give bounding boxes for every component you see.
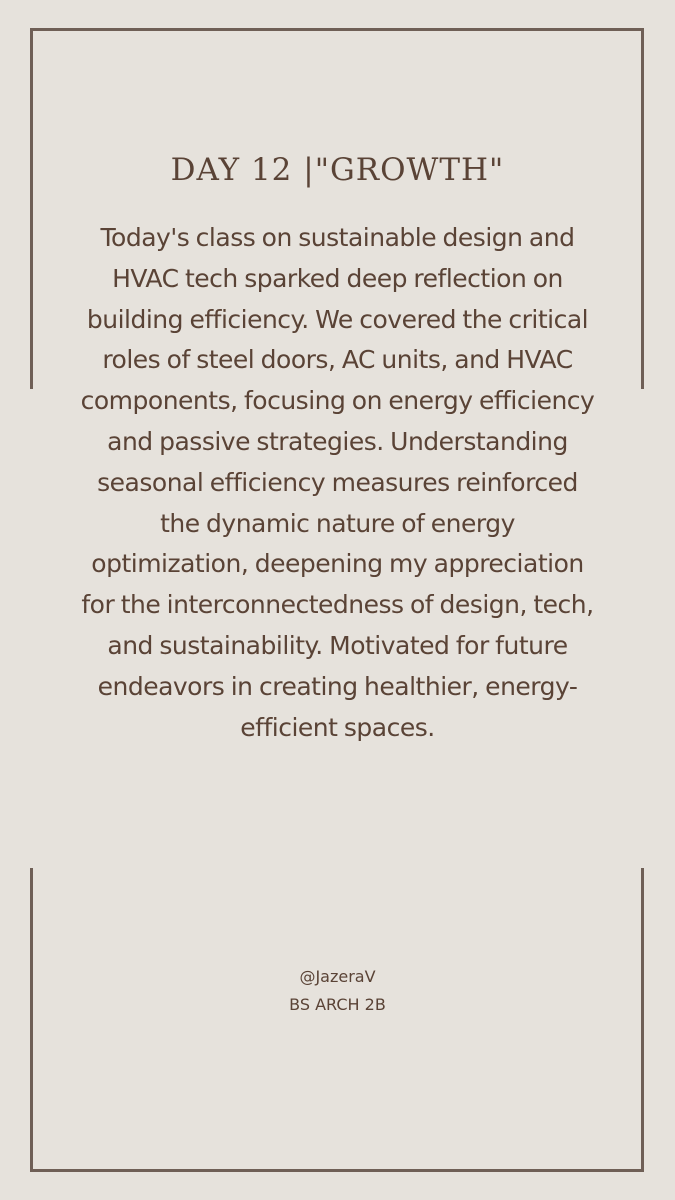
- frame-right-upper-border: [641, 28, 644, 389]
- frame-left-upper-border: [30, 28, 33, 389]
- frame-top-border: [30, 28, 644, 31]
- course-label: BS ARCH 2B: [289, 995, 386, 1014]
- frame-left-lower-border: [30, 868, 33, 1172]
- frame-bottom-border: [30, 1169, 644, 1172]
- frame-right-lower-border: [641, 868, 644, 1172]
- card-title: DAY 12 |"GROWTH": [170, 152, 505, 188]
- author-handle: @JazeraV: [299, 967, 376, 986]
- card-body-text: Today's class on sustainable design and HVAC tech sparked deep reflection on building efficiency. We covered the critical roles of steel doors, AC units, and HVAC components, focusing on energy efficiency and passive strategies. Understanding seasonal efficiency measures reinforced the dynamic nature of energy optimization, deepening my appreciation for the interconnectedness of design, tech, and sustainability. Motivated for future endeavors in creating healthier, energy-efficient spaces.: [80, 223, 595, 742]
